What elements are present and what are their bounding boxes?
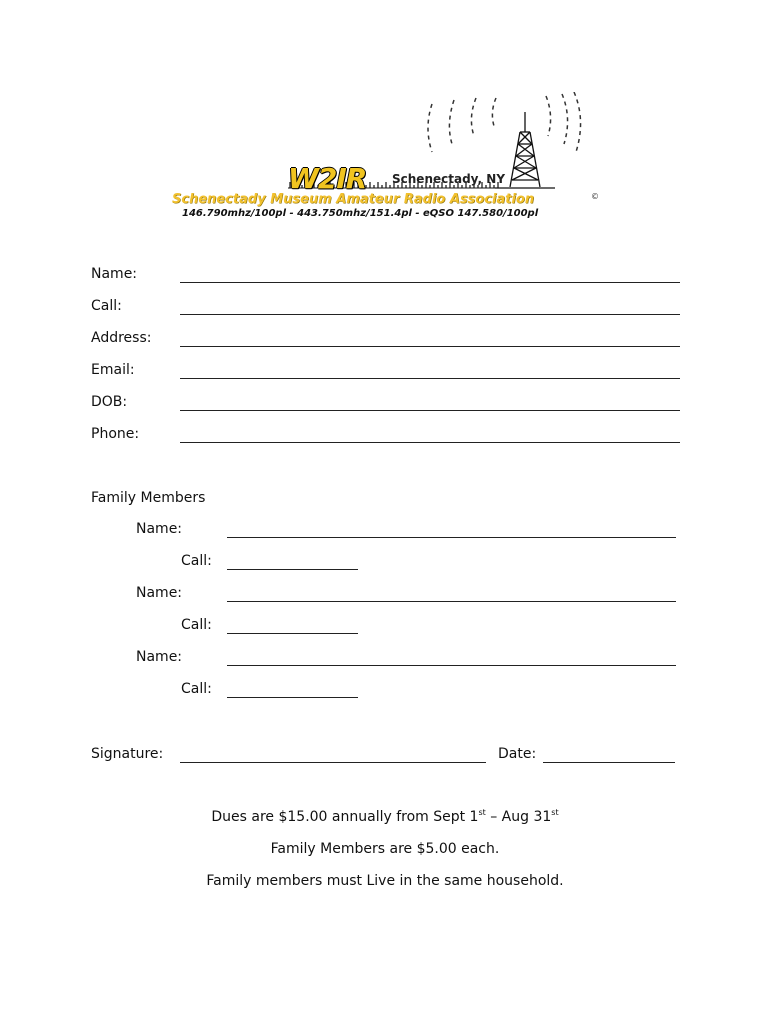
- family-name-label: Name:: [136, 649, 183, 665]
- field-label-email: Email:: [91, 362, 135, 378]
- email-line[interactable]: [180, 378, 680, 379]
- address-line[interactable]: [180, 346, 680, 347]
- family-name-line[interactable]: [227, 665, 676, 666]
- family-name-label: Name:: [136, 585, 183, 601]
- family-call-label: Call:: [181, 681, 212, 697]
- name-line[interactable]: [180, 282, 680, 283]
- copyright-mark: ©: [591, 192, 599, 201]
- family-name-line[interactable]: [227, 537, 676, 538]
- call-line[interactable]: [180, 314, 680, 315]
- field-label-phone: Phone:: [91, 426, 140, 442]
- logo-association-name: Schenectady Museum Amateur Radio Association: [172, 192, 535, 207]
- household-note: Family members must Live in the same household.: [206, 873, 564, 889]
- dob-line[interactable]: [180, 410, 680, 411]
- field-label-dob: DOB:: [91, 394, 128, 410]
- family-call-label: Call:: [181, 617, 212, 633]
- family-name-label: Name:: [136, 521, 183, 537]
- family-call-line[interactable]: [227, 697, 358, 698]
- logo-location: Schenectady, NY: [392, 172, 506, 186]
- association-logo: [170, 92, 610, 228]
- family-call-line[interactable]: [227, 569, 358, 570]
- phone-line[interactable]: [180, 442, 680, 443]
- family-members-heading: Family Members: [91, 490, 206, 506]
- date-label: Date:: [498, 746, 537, 762]
- family-call-line[interactable]: [227, 633, 358, 634]
- dues-text-start: Dues are $15.00 annually from Sept 1: [211, 809, 479, 825]
- dues-text-end: – Aug 31: [485, 809, 552, 825]
- dues-sup-start: st: [478, 808, 486, 817]
- dues-note: [0, 808, 770, 825]
- family-name-line[interactable]: [227, 601, 676, 602]
- signature-line[interactable]: [180, 762, 486, 763]
- callsign-logo-text: W2IR: [288, 162, 367, 195]
- field-label-address: Address:: [91, 330, 152, 346]
- date-line[interactable]: [543, 762, 675, 763]
- logo-frequencies: 146.790mhz/100pl - 443.750mhz/151.4pl - eQSO 147.580/100pl: [182, 208, 539, 219]
- family-call-label: Call:: [181, 553, 212, 569]
- field-label-call: Call:: [91, 298, 122, 314]
- family-fee-note: Family Members are $5.00 each.: [270, 841, 500, 857]
- signature-label: Signature:: [91, 746, 164, 762]
- field-label-name: Name:: [91, 266, 138, 282]
- dues-sup-end: st: [551, 808, 559, 817]
